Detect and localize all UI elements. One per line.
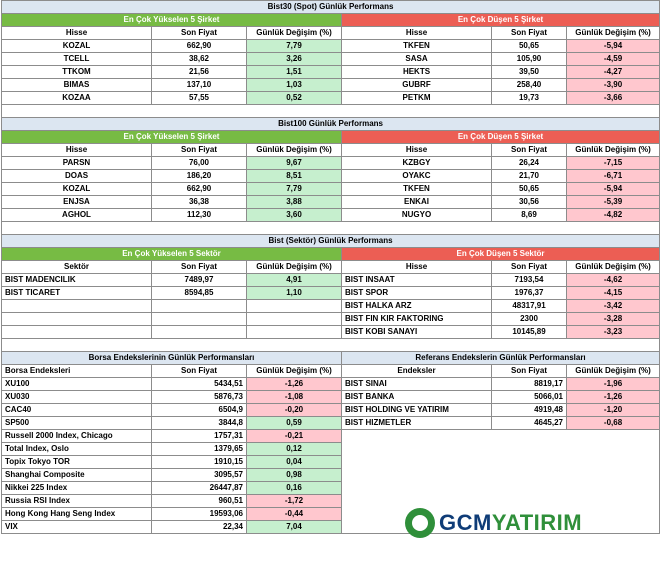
gainer-price: 662,90 (152, 40, 247, 53)
column-header-change: Günlük Değişim (%) (567, 365, 660, 378)
bist100-column-header-row (2, 144, 660, 157)
gainer-name: KOZAL (2, 183, 152, 196)
report-sheet (1, 0, 660, 534)
gainer-price: 21,56 (152, 66, 247, 79)
table-row (2, 40, 660, 53)
gainer-price: 36,38 (152, 196, 247, 209)
index-change: -0,20 (247, 404, 342, 417)
loser-name: BIST KOBI SANAYI (342, 326, 492, 339)
index-change: -1,08 (247, 391, 342, 404)
empty-cell (247, 300, 342, 313)
index-change: 7,04 (247, 521, 342, 534)
gainer-price: 38,62 (152, 53, 247, 66)
gainer-price: 137,10 (152, 79, 247, 92)
column-header-name: Hisse (342, 144, 492, 157)
column-header-price: Son Fiyat (152, 261, 247, 274)
loser-name: TKFEN (342, 40, 492, 53)
index-name: Shanghai Composite (2, 469, 152, 482)
empty-cell (152, 313, 247, 326)
bist30-title-row (2, 1, 660, 14)
table-row (2, 274, 660, 287)
loser-price: 8,69 (492, 209, 567, 222)
spacer-cell (2, 222, 660, 235)
bist100-group-header-row (2, 131, 660, 144)
table-row (2, 66, 660, 79)
index-price: 26447,87 (152, 482, 247, 495)
table-row (2, 79, 660, 92)
column-header-price: Son Fiyat (492, 144, 567, 157)
loser-change: -4,27 (567, 66, 660, 79)
loser-change: -5,94 (567, 183, 660, 196)
index-change: -0,44 (247, 508, 342, 521)
sector-title: Bist (Sektör) Günlük Performans (2, 235, 660, 248)
gcm-yatirim-logo (405, 508, 582, 538)
column-header-name: Endeksler (342, 365, 492, 378)
gainer-change: 4,91 (247, 274, 342, 287)
column-header-price: Son Fiyat (152, 144, 247, 157)
table-row (2, 417, 660, 430)
empty-cell (2, 326, 152, 339)
gainer-price: 8594,85 (152, 287, 247, 300)
column-header-price: Son Fiyat (152, 27, 247, 40)
empty-cell (2, 300, 152, 313)
loser-price: 105,90 (492, 53, 567, 66)
index-change: 0,12 (247, 443, 342, 456)
column-header-name: Hisse (342, 27, 492, 40)
gainer-price: 76,00 (152, 157, 247, 170)
index-name: VIX (2, 521, 152, 534)
column-header-change: Günlük Değişim (%) (247, 261, 342, 274)
index-name: CAC40 (2, 404, 152, 417)
gainer-change: 3,88 (247, 196, 342, 209)
gainer-name: BIMAS (2, 79, 152, 92)
loser-change: -6,71 (567, 170, 660, 183)
table-row (2, 196, 660, 209)
empty-cell (247, 313, 342, 326)
loser-name: KZBGY (342, 157, 492, 170)
loser-name: PETKM (342, 92, 492, 105)
loser-name: OYAKC (342, 170, 492, 183)
empty-cell (152, 326, 247, 339)
gainer-name: BIST TICARET (2, 287, 152, 300)
index-change: 0,98 (247, 469, 342, 482)
gainer-change: 3,26 (247, 53, 342, 66)
gainer-change: 1,10 (247, 287, 342, 300)
loser-price: 48317,91 (492, 300, 567, 313)
empty-cell (247, 326, 342, 339)
index-name: Nikkei 225 Index (2, 482, 152, 495)
bist100-title: Bist100 Günlük Performans (2, 118, 660, 131)
bist100-gainers-header: En Çok Yükselen 5 Şirket (2, 131, 342, 144)
index-price: 5434,51 (152, 378, 247, 391)
gainer-name: DOAS (2, 170, 152, 183)
section-spacer (2, 105, 660, 118)
gcm-logo-icon (405, 508, 435, 538)
table-row (2, 326, 660, 339)
loser-change: -5,94 (567, 40, 660, 53)
loser-change: -3,42 (567, 300, 660, 313)
loser-change: -3,28 (567, 313, 660, 326)
loser-name: BIST HALKA ARZ (342, 300, 492, 313)
reference-name: BIST HIZMETLER (342, 417, 492, 430)
index-price: 19593,06 (152, 508, 247, 521)
loser-change: -3,23 (567, 326, 660, 339)
bist100-losers-header: En Çok Düşen 5 Şirket (342, 131, 660, 144)
table-row (2, 170, 660, 183)
index-change: -0,21 (247, 430, 342, 443)
column-header-name: Hisse (2, 144, 152, 157)
index-name: XU030 (2, 391, 152, 404)
column-header-name: Hisse (2, 27, 152, 40)
logo-text (439, 510, 582, 536)
table-row (2, 92, 660, 105)
sector-gainers-header: En Çok Yükselen 5 Sektör (2, 248, 342, 261)
reference-change: -1,96 (567, 378, 660, 391)
column-header-change: Günlük Değişim (%) (567, 27, 660, 40)
loser-change: -5,39 (567, 196, 660, 209)
bist30-losers-header: En Çok Düşen 5 Şirket (342, 14, 660, 27)
loser-name: TKFEN (342, 183, 492, 196)
gainer-name: KOZAL (2, 40, 152, 53)
loser-price: 1976,37 (492, 287, 567, 300)
bist30-title: Bist30 (Spot) Günlük Performans (2, 1, 660, 14)
loser-price: 39,50 (492, 66, 567, 79)
index-price: 1910,15 (152, 456, 247, 469)
gainer-change: 7,79 (247, 40, 342, 53)
sector-group-header-row (2, 248, 660, 261)
reference-price: 4645,27 (492, 417, 567, 430)
sector-column-header-row (2, 261, 660, 274)
gainer-name: BIST MADENCILIK (2, 274, 152, 287)
index-price: 1379,65 (152, 443, 247, 456)
loser-change: -4,15 (567, 287, 660, 300)
loser-price: 19,73 (492, 92, 567, 105)
spacer-cell (2, 105, 660, 118)
column-header-change: Günlük Değişim (%) (567, 144, 660, 157)
column-header-price: Son Fiyat (152, 365, 247, 378)
indices-column-header-row (2, 365, 660, 378)
report-body (2, 1, 660, 534)
index-price: 3844,8 (152, 417, 247, 430)
loser-change: -7,15 (567, 157, 660, 170)
reference-price: 8819,17 (492, 378, 567, 391)
loser-price: 50,65 (492, 183, 567, 196)
sector-losers-header: En Çok Düşen 5 Sektör (342, 248, 660, 261)
loser-price: 26,24 (492, 157, 567, 170)
column-header-price: Son Fiyat (492, 365, 567, 378)
table-row (2, 157, 660, 170)
column-header-price: Son Fiyat (492, 261, 567, 274)
loser-name: GUBRF (342, 79, 492, 92)
index-name: Total Index, Oslo (2, 443, 152, 456)
sector-title-row (2, 235, 660, 248)
bist30-group-header-row (2, 14, 660, 27)
loser-name: ENKAI (342, 196, 492, 209)
loser-change: -3,66 (567, 92, 660, 105)
indices-title-row (2, 352, 660, 365)
gainer-change: 9,67 (247, 157, 342, 170)
loser-name: BIST INSAAT (342, 274, 492, 287)
gainer-change: 1,03 (247, 79, 342, 92)
loser-change: -3,90 (567, 79, 660, 92)
table-row (2, 430, 660, 443)
column-header-name: Hisse (342, 261, 492, 274)
loser-price: 50,65 (492, 40, 567, 53)
gainer-change: 1,51 (247, 66, 342, 79)
gainer-name: AGHOL (2, 209, 152, 222)
loser-name: NUGYO (342, 209, 492, 222)
loser-name: SASA (342, 53, 492, 66)
reference-change: -1,20 (567, 404, 660, 417)
index-price: 3095,57 (152, 469, 247, 482)
index-change: -1,26 (247, 378, 342, 391)
table-row (2, 404, 660, 417)
loser-name: BIST SPOR (342, 287, 492, 300)
gainer-name: ENJSA (2, 196, 152, 209)
column-header-name: Borsa Endeksleri (2, 365, 152, 378)
table-row (2, 287, 660, 300)
reference-price: 5066,01 (492, 391, 567, 404)
index-price: 6504,9 (152, 404, 247, 417)
table-row (2, 313, 660, 326)
loser-name: BIST FIN KIR FAKTORING (342, 313, 492, 326)
reference-title: Referans Endekslerin Günlük Performansları (342, 352, 660, 365)
index-change: 0,04 (247, 456, 342, 469)
index-price: 5876,73 (152, 391, 247, 404)
table-row (2, 53, 660, 66)
logo-text-gcm: GCM (439, 510, 492, 535)
index-change: 0,59 (247, 417, 342, 430)
table-row (2, 209, 660, 222)
gainer-price: 7489,97 (152, 274, 247, 287)
gainer-price: 186,20 (152, 170, 247, 183)
empty-cell (152, 300, 247, 313)
reference-change: -0,68 (567, 417, 660, 430)
index-name: Russia RSI Index (2, 495, 152, 508)
empty-cell (2, 313, 152, 326)
loser-change: -4,59 (567, 53, 660, 66)
table-row (2, 300, 660, 313)
reference-name: BIST HOLDING VE YATIRIM (342, 404, 492, 417)
index-change: 0,16 (247, 482, 342, 495)
index-name: Russell 2000 Index, Chicago (2, 430, 152, 443)
loser-name: HEKTS (342, 66, 492, 79)
bist100-title-row (2, 118, 660, 131)
table-row (2, 378, 660, 391)
index-price: 960,51 (152, 495, 247, 508)
index-name: Hong Kong Hang Seng Index (2, 508, 152, 521)
loser-change: -4,82 (567, 209, 660, 222)
column-header-name: Sektör (2, 261, 152, 274)
loser-price: 2300 (492, 313, 567, 326)
gainer-change: 8,51 (247, 170, 342, 183)
section-spacer (2, 339, 660, 352)
index-name: XU100 (2, 378, 152, 391)
gainer-price: 57,55 (152, 92, 247, 105)
loser-price: 10145,89 (492, 326, 567, 339)
gainer-price: 112,30 (152, 209, 247, 222)
table-row (2, 391, 660, 404)
column-header-price: Son Fiyat (492, 27, 567, 40)
index-name: SP500 (2, 417, 152, 430)
logo-text-yatirim: YATIRIM (491, 510, 583, 535)
loser-change: -4,62 (567, 274, 660, 287)
reference-name: BIST SINAI (342, 378, 492, 391)
gainer-name: TTKOM (2, 66, 152, 79)
index-price: 22,34 (152, 521, 247, 534)
gainer-change: 3,60 (247, 209, 342, 222)
reference-name: BIST BANKA (342, 391, 492, 404)
index-change: -1,72 (247, 495, 342, 508)
column-header-change: Günlük Değişim (%) (567, 261, 660, 274)
column-header-change: Günlük Değişim (%) (247, 365, 342, 378)
gainer-name: TCELL (2, 53, 152, 66)
table-row (2, 183, 660, 196)
gainer-name: PARSN (2, 157, 152, 170)
gainer-price: 662,90 (152, 183, 247, 196)
bist30-column-header-row (2, 27, 660, 40)
reference-price: 4919,48 (492, 404, 567, 417)
loser-price: 30,56 (492, 196, 567, 209)
gainer-change: 7,79 (247, 183, 342, 196)
loser-price: 7193,54 (492, 274, 567, 287)
section-spacer (2, 222, 660, 235)
spacer-cell (2, 339, 660, 352)
column-header-change: Günlük Değişim (%) (247, 144, 342, 157)
loser-price: 258,40 (492, 79, 567, 92)
column-header-change: Günlük Değişim (%) (247, 27, 342, 40)
reference-change: -1,26 (567, 391, 660, 404)
gainer-change: 0,52 (247, 92, 342, 105)
indices-title: Borsa Endekslerinin Günlük Performansları (2, 352, 342, 365)
gainer-name: KOZAA (2, 92, 152, 105)
loser-price: 21,70 (492, 170, 567, 183)
index-price: 1757,31 (152, 430, 247, 443)
index-name: Topix Tokyo TOR (2, 456, 152, 469)
bist30-gainers-header: En Çok Yükselen 5 Şirket (2, 14, 342, 27)
